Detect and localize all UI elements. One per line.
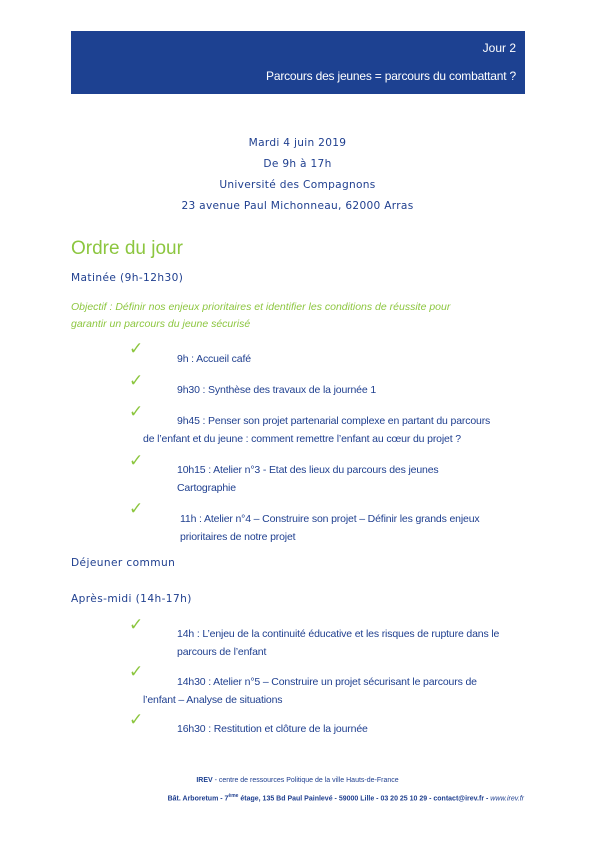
agenda-item-line: l’enfant – Analyse de situations — [143, 694, 283, 706]
event-date: Mardi 4 juin 2019 — [248, 137, 347, 149]
agenda-item-line: 16h30 : Restitution et clôture de la journée — [177, 723, 368, 735]
agenda-item-line: parcours de l’enfant — [177, 646, 267, 658]
footer-org-description: - centre de ressources Politique de la ville Hauts-de-France — [212, 777, 399, 784]
agenda-item-line: 10h15 : Atelier n°3 - Etat des lieux du parcours des jeunes — [177, 464, 439, 476]
footer-phone: - 03 20 25 10 29 - — [374, 795, 434, 803]
agenda-item-line: 11h : Atelier n°4 – Construire son projet – Définir les grands enjeux — [180, 513, 480, 525]
lunch-heading: Déjeuner commun — [71, 557, 176, 569]
footer-email-link[interactable]: contact@irev.fr — [433, 795, 485, 803]
agenda-item — [177, 412, 490, 430]
agenda-item-line: 9h45 : Penser son projet partenarial complexe en partant du parcours — [177, 415, 491, 427]
footer-website-link[interactable]: www.irev.fr — [490, 795, 524, 803]
agenda-item-line: 14h30 : Atelier n°5 – Construire un projet sécurisant le parcours de — [177, 676, 477, 688]
event-hours: De 9h à 17h — [263, 158, 332, 170]
morning-objective — [71, 299, 531, 333]
event-venue: Université des Compagnons — [219, 179, 376, 191]
agenda-item — [177, 625, 499, 661]
agenda-item-line: de l’enfant et du jeune : comment remettre l’enfant au cœur du projet ? — [143, 433, 461, 445]
header-day: Jour 2 — [482, 41, 516, 55]
agenda-item — [177, 381, 376, 399]
agenda-item — [177, 720, 368, 738]
agenda-item — [177, 350, 251, 368]
footer-organization — [0, 777, 595, 784]
event-address: 23 avenue Paul Michonneau, 62000 Arras — [181, 200, 414, 212]
footer-address-sup: ème — [228, 793, 239, 799]
objective-line-1: Objectif : Définir nos enjeux prioritaires et identifier les conditions de réussite pour — [71, 301, 451, 313]
agenda-heading: Ordre du jour — [71, 238, 183, 259]
agenda-item-continuation — [143, 691, 282, 709]
footer-address-b: étage, 135 Bd Paul Painlevé - 59000 Lille — [238, 795, 375, 803]
agenda-item — [180, 510, 480, 546]
check-mark-icon: ✓ — [129, 402, 144, 422]
footer-org-name: IREV — [196, 777, 213, 784]
check-mark-icon: ✓ — [129, 451, 144, 471]
agenda-item-line: prioritaires de notre projet — [180, 531, 296, 543]
agenda-item-line: Cartographie — [177, 482, 236, 494]
afternoon-heading: Après-midi (14h-17h) — [71, 593, 192, 605]
check-mark-icon: ✓ — [129, 339, 144, 359]
check-mark-icon: ✓ — [129, 499, 144, 519]
objective-line-2: garantir un parcours du jeune sécurisé — [71, 318, 251, 330]
footer-address-a: Bât. Arboretum - 7 — [167, 795, 229, 803]
agenda-item — [177, 673, 477, 691]
agenda-item-continuation — [143, 430, 461, 448]
header-title: Parcours des jeunes = parcours du combattant ? — [266, 69, 516, 83]
agenda-item — [177, 461, 439, 497]
morning-heading: Matinée (9h-12h30) — [71, 272, 184, 284]
agenda-item-line: 14h : L’enjeu de la continuité éducative et les risques de rupture dans le — [177, 628, 500, 640]
check-mark-icon: ✓ — [129, 615, 144, 635]
check-mark-icon: ✓ — [129, 662, 144, 682]
header-banner — [71, 31, 525, 94]
footer-contact — [168, 793, 524, 802]
agenda-item-line: 9h : Accueil café — [177, 353, 251, 365]
footer-separator: - — [484, 795, 491, 803]
check-mark-icon: ✓ — [129, 710, 144, 730]
agenda-item-line: 9h30 : Synthèse des travaux de la journée 1 — [177, 384, 377, 396]
check-mark-icon: ✓ — [129, 371, 144, 391]
